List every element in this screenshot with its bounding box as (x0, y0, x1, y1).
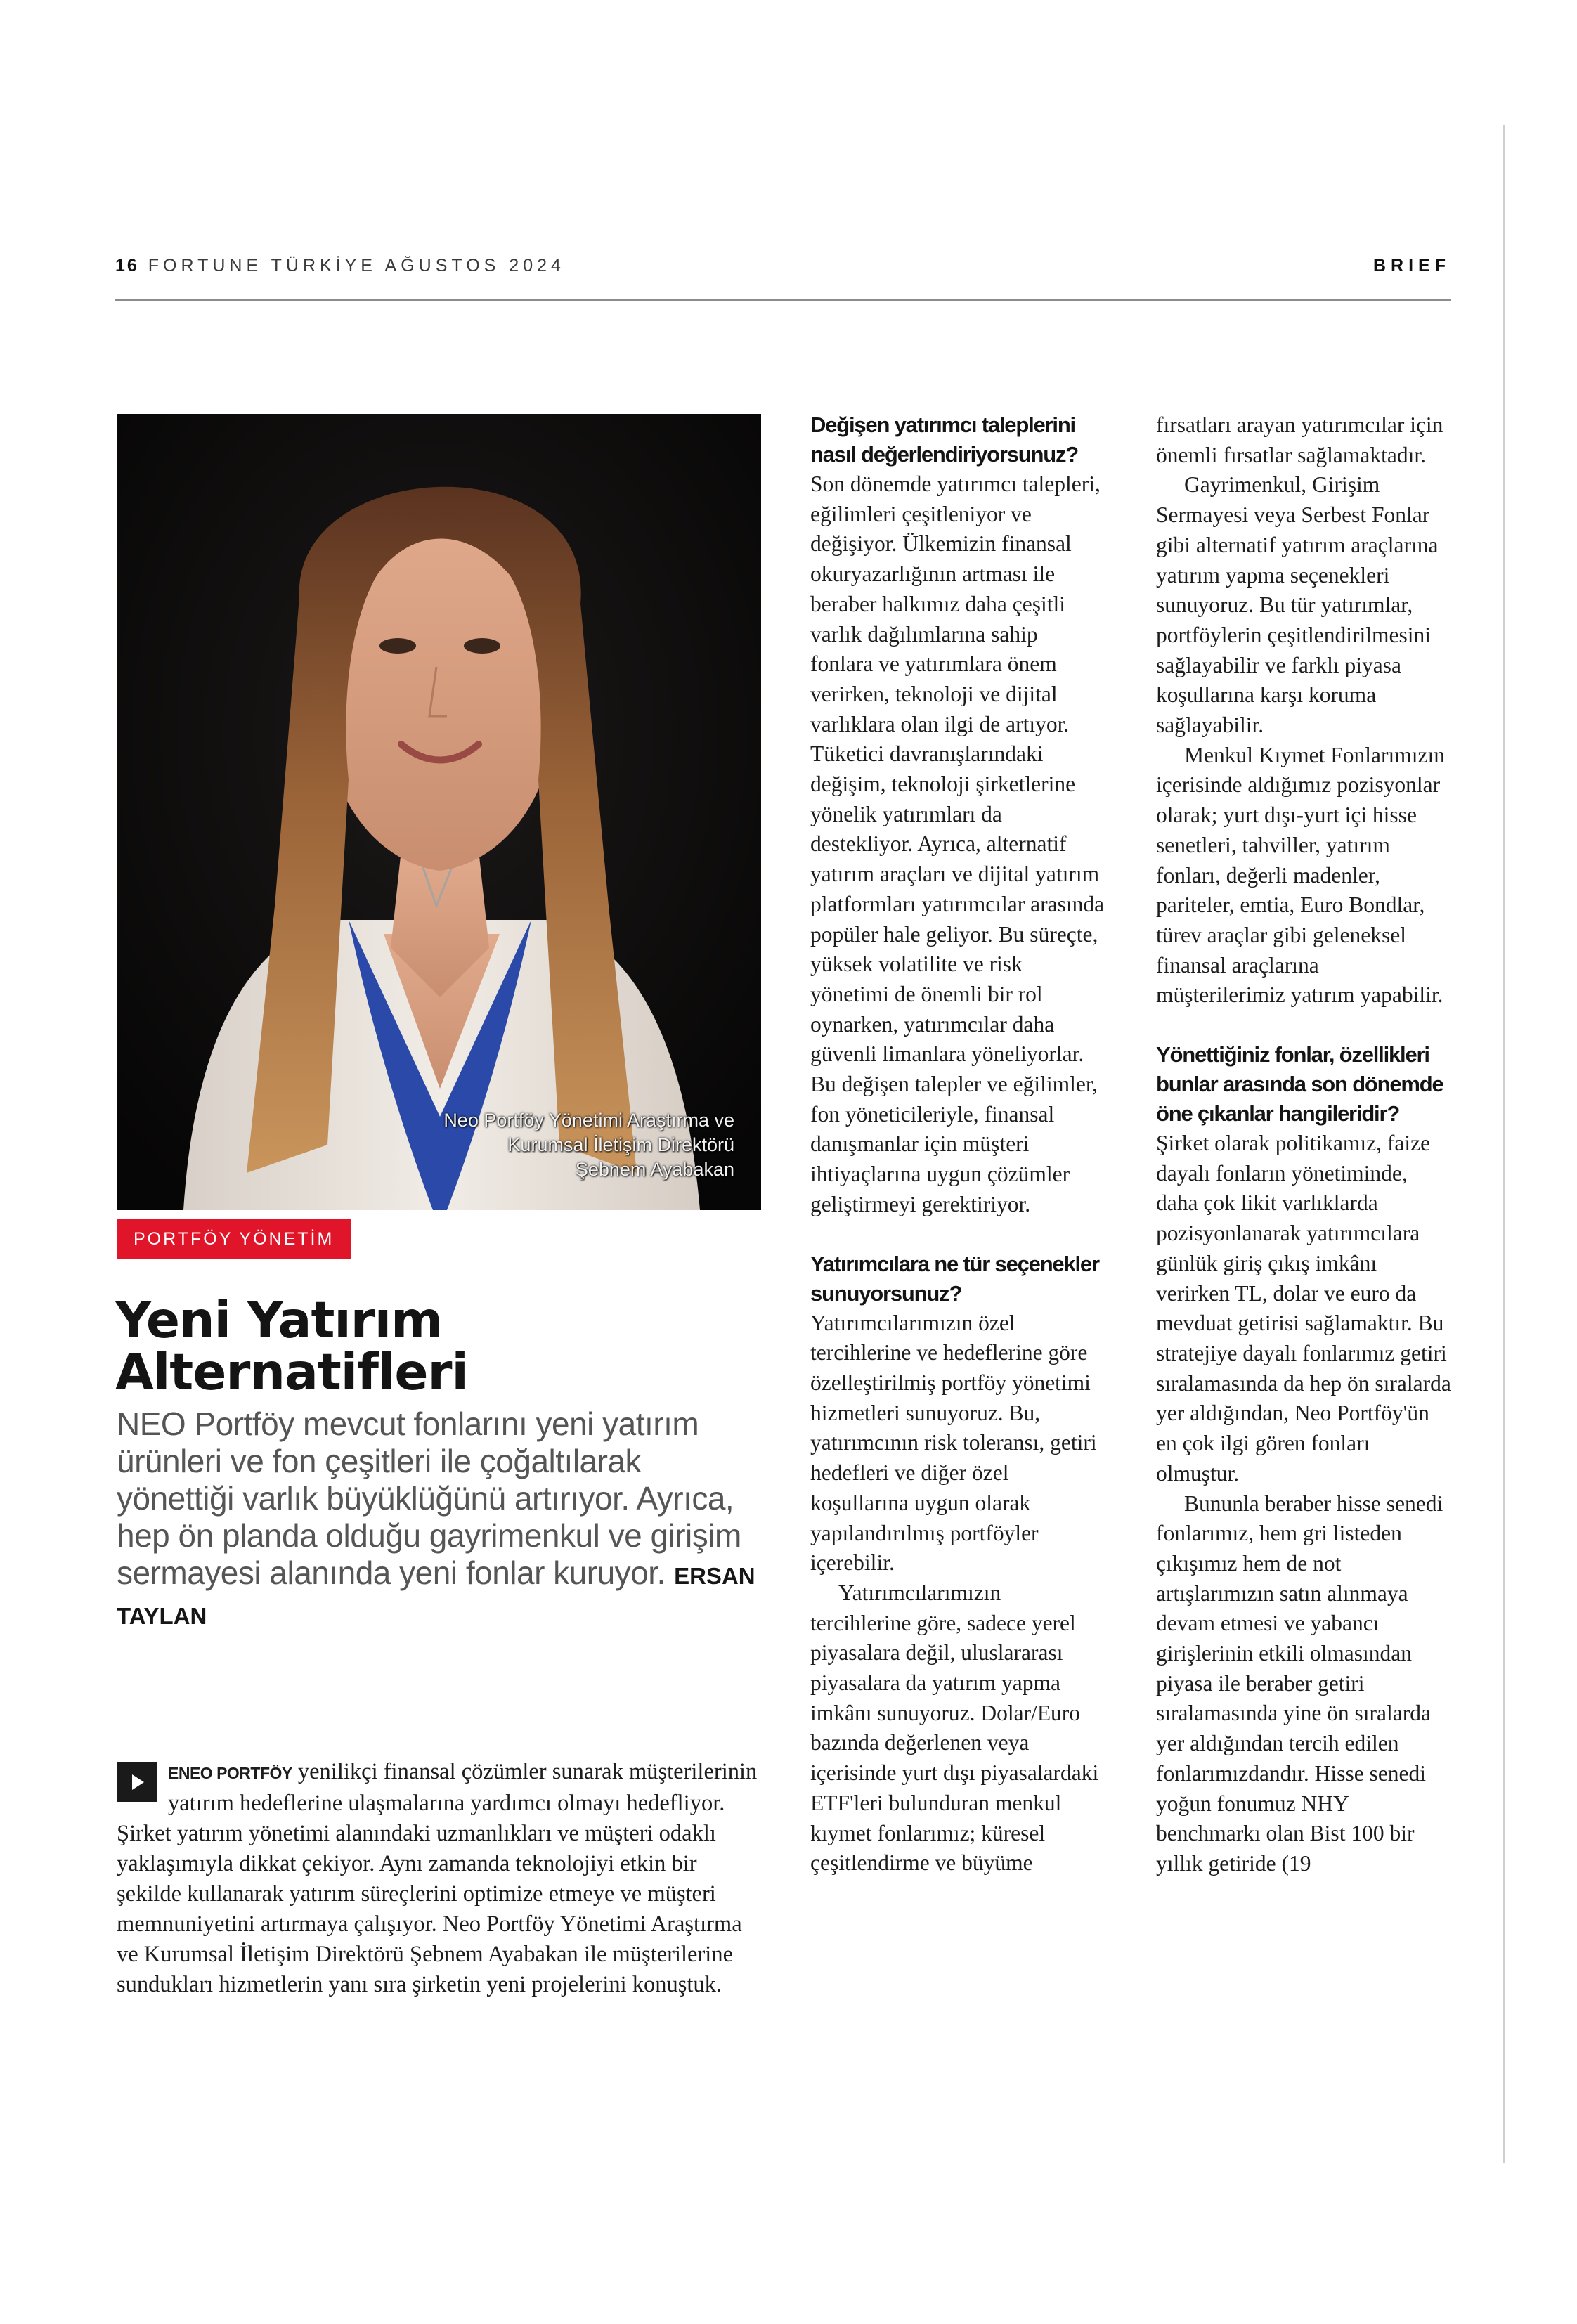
intro-paragraph (117, 1757, 762, 2000)
body-paragraph: Son dönemde yatırımcı talepleri, eğilimleri çeşitleniyor ve değişiyor. Ülkemizin finansal okuryazarlığının artması ile beraber halkımız daha çeşitli varlık dağılımlarına sahip fonlara ve yatırımlara önem verirken, teknoloji ve dijital varlıklara olan ilgi de artıyor. Tüketici davranışlarındaki değişim, teknoloji şirketlerine yönelik yatırımları da destekliyor. Ayrıca, alternatif yatırım araçları ve dijital yatırım platformları yatırımcılar arasında popüler hale geliyor. Bu süreçte, yüksek volatilite ve risk yönetimi de önemli bir rol oynarken, yatırımcılar daha güvenli limanlara yöneliyorlar. (810, 472, 1105, 1067)
intro-text: yenilikçi finansal çözümler sunarak müşterilerinin yatırım hedeflerine ulaşmalarına yardımcı olmayı hedefliyor. Şirket yatırım yönetimi alanındaki uzmanlıkları ve müşteri odaklı yaklaşımıyla dikkat çekiyor. Aynı zamanda teknolojiyi etkin bir şekilde kullanarak yatırım süreçlerini optimize etmeye ve müşteri memnuniyetini artırmaya çalışıyor. Neo Portföy Yönetimi Araştırma ve Kurumsal İletişim Direktörü Şebnem Ayabakan ile müşterilerine sundukları hizmetlerin yanı sıra şirketin yeni projelerini konuştuk. (117, 1759, 758, 1997)
article-column-2 (810, 410, 1105, 1878)
portrait-illustration (117, 414, 761, 1210)
body-paragraph: Menkul Kıymet Fonlarımızın içerisinde aldığımız pozisyonlar olarak; yurt dışı-yurt içi hisse senetleri, tahviller, yatırım fonları, değerli madenler, pariteler, emtia, Euro Bondlar, türev araçlar gibi geleneksel finansal araçlarına müşterilerimiz yatırım yapabilir. (1156, 742, 1445, 1008)
header-rule (115, 299, 1451, 301)
category-tag: PORTFÖY YÖNETİM (117, 1219, 351, 1259)
section-label: BRIEF (1373, 256, 1451, 275)
caption-line: Kurumsal İletişim Direktörü (507, 1134, 734, 1155)
caption-line: Şebnem Ayabakan (575, 1159, 734, 1180)
body-paragraph: Gayrimenkul, Girişim Sermayesi veya Serbest Fonlar gibi alternatif yatırım araçlarına yatırım yapma seçenekleri sunuyoruz. Bu tür yatırımlar, portföylerin çeşitlendirilmesini sağlayabilir ve farklı piyasa koşullarına karşı koruma sağlayabilir. (1156, 472, 1439, 738)
body-paragraph: Bununla beraber hisse senedi fonlarımız, hem gri listeden çıkışımız hem de not artışlarımızın satın alınmaya devam etmesi ve yabancı girişlerinin etkili olmasından piyasa ile beraber getiri sıralamasında yine ön sıralarda yer aldığından tercih edilen fonlarımızdandır. Hisse senedi yoğun fonumuz NHY benchmarkı olan Bist 100 bir yıllık getiride (19 (1156, 1491, 1443, 1876)
portrait-photo (117, 414, 761, 1210)
article-column-3 (1156, 410, 1451, 1879)
deck-text: NEO Portföy mevcut fonlarını yeni yatırım ürünleri ve fon çeşitleri ile çoğaltılarak yönettiği varlık büyüklüğünü artırıyor. Ayrıca, hep ön planda olduğu gayrimenkul ve girişim sermayesi alanında yeni fonlar kuruyor. (117, 1406, 741, 1591)
running-header (115, 256, 1451, 277)
headline-line: Yeni Yatırım (115, 1291, 443, 1349)
article-headline (115, 1291, 762, 1401)
interview-question: Yatırımcılara ne tür seçenekler sunuyorsunuz? (810, 1251, 1099, 1306)
play-icon (117, 1762, 157, 1802)
body-paragraph: Şirket olarak politikamız, faize dayalı fonların yönetiminde, daha çok likit varlıklarda pozisyonlanarak yatırımcılara günlük giriş çıkış imkânı verirken TL, dolar ve euro da mevduat getirisi sağlamaktır. Bu stratejiye dayalı fonlarımız getiri sıralamasında da hep ön sıralarda yer aldığından, Neo Portföy'ün en çok ilgi gören fonları olmuştur. (1156, 1131, 1451, 1486)
page-number: 16 (115, 256, 139, 275)
byline: ERSAN TAYLAN (117, 1563, 755, 1629)
page-edge-rule (1503, 125, 1505, 2163)
article-deck (117, 1406, 763, 1635)
body-paragraph: Yatırımcılarımızın özel tercihlerine ve hedeflerine göre özelleştirilmiş portföy yönetimi hizmetleri sunuyoruz. Bu, yatırımcının risk toleransı, getiri hedefleri ve diğer özel koşullarına uygun olarak yapılandırılmış portföyler içerebilir. (810, 1310, 1097, 1576)
headline-line: Alternatifleri (115, 1343, 468, 1401)
body-paragraph: Bu değişen talepler ve eğilimler, fon yöneticileriyle, finansal danışmanlar için müşteri ihtiyaçlarına uygun çözümler geliştirmeyi gerektiriyor. (810, 1072, 1098, 1216)
body-paragraph: fırsatları arayan yatırımcılar için önemli fırsatlar sağlamaktadır. (1156, 413, 1443, 467)
publication-line: FORTUNE TÜRKİYE AĞUSTOS 2024 (148, 256, 565, 275)
body-paragraph: Yatırımcılarımızın tercihlerine göre, sadece yerel piyasalara değil, uluslararası piyasalara da yatırım yapma imkânı sunuyoruz. Dolar/Euro bazında değerlenen veya içerisinde yurt dışı piyasalardaki ETF'leri bulunduran menkul kıymet fonlarımız; küresel çeşitlendirme ve büyüme (810, 1580, 1099, 1876)
caption-line: Neo Portföy Yönetimi Araştırma ve (443, 1110, 734, 1131)
photo-caption (443, 1108, 734, 1182)
interview-question: Yönettiğiniz fonlar, özellikleri bunlar arasında son dönemde öne çıkanlar hangileridir? (1156, 1042, 1443, 1127)
lead-in: ENEO PORTFÖY (168, 1764, 292, 1782)
interview-question: Değişen yatırımcı taleplerini nasıl değerlendiriyorsunuz? (810, 413, 1079, 467)
